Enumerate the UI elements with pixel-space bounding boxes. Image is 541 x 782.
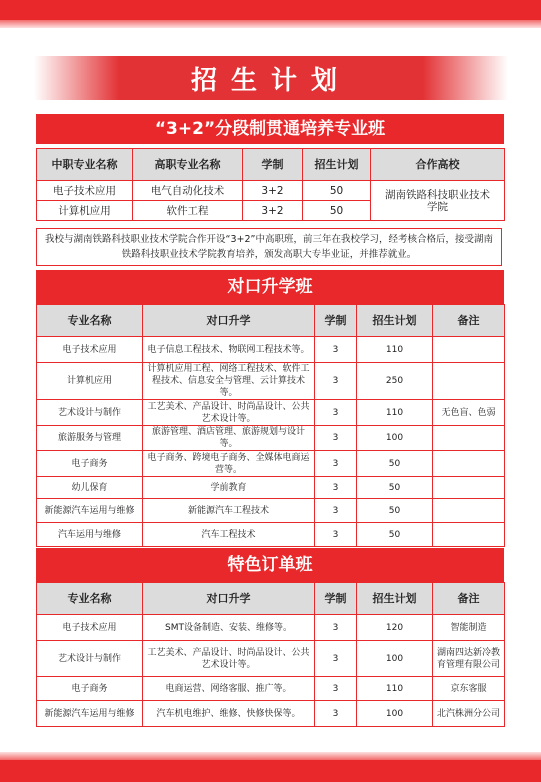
top-decor-gradient (0, 20, 541, 28)
page-title: 招生计划 (190, 65, 351, 96)
cell-major: 电子商务 (37, 451, 143, 477)
cell-years: 3 (315, 363, 357, 400)
cell-note (433, 363, 505, 400)
cell-plan: 250 (357, 363, 433, 400)
cell-note (433, 477, 505, 499)
cell-note: 无色盲、色弱 (433, 400, 505, 426)
cell-years: 3 (315, 615, 357, 641)
header-cell: 招生计划 (303, 149, 371, 181)
cell-partner: 湖南铁路科技职业技术学院 (371, 181, 505, 221)
cell-note (433, 337, 505, 363)
cell-major: 旅游服务与管理 (37, 426, 143, 451)
table-row (37, 181, 505, 201)
cell-note: 智能制造 (433, 615, 505, 641)
table-row (37, 641, 505, 677)
cell-note (433, 451, 505, 477)
table-row (37, 615, 505, 641)
header-cell: 学制 (315, 583, 357, 615)
cell-years: 3 (315, 677, 357, 701)
table-row (37, 337, 505, 363)
cell-plan: 50 (357, 523, 433, 547)
cell-years: 3 (315, 641, 357, 677)
page-title-banner (34, 56, 508, 100)
cell-target: 汽车机电维护、维修、快修快保等。 (143, 701, 315, 727)
header-cell: 对口升学 (143, 305, 315, 337)
cell-plan: 100 (357, 701, 433, 727)
cell-note (433, 426, 505, 451)
header-cell: 专业名称 (37, 583, 143, 615)
table-row (37, 677, 505, 701)
bottom-decor-band (0, 760, 541, 782)
top-decor-band (0, 0, 541, 20)
section-3plus2-description: 我校与湖南铁路科技职业技术学院合作开设“3+2”中高职班，前三年在我校学习，经考核合格后，接受湖南铁路科技职业技术学院教育培养，颁发高职大专毕业证，并推荐就业。 (36, 228, 502, 266)
cell-years: 3 (315, 701, 357, 727)
section-3plus2-table (36, 148, 505, 221)
cell-plan: 110 (357, 337, 433, 363)
cell-years: 3 (315, 426, 357, 451)
cell-target: 电子信息工程技术、物联网工程技术等。 (143, 337, 315, 363)
header-cell: 高职专业名称 (133, 149, 243, 181)
table-row (37, 426, 505, 451)
cell-target: 电子商务、跨境电子商务、全媒体电商运营等。 (143, 451, 315, 477)
cell-years: 3+2 (243, 181, 303, 201)
cell-plan: 110 (357, 400, 433, 426)
header-cell: 中职专业名称 (37, 149, 133, 181)
cell-target: 计算机应用工程、网络工程技术、软件工程技术、信息安全与管理、云计算技术等。 (143, 363, 315, 400)
table-row (37, 499, 505, 523)
cell-target: 工艺美术、产品设计、时尚品设计、公共艺术设计等。 (143, 641, 315, 677)
header-cell: 备注 (433, 305, 505, 337)
header-cell: 对口升学 (143, 583, 315, 615)
cell-plan: 50 (357, 499, 433, 523)
cell-target: 学前教育 (143, 477, 315, 499)
cell-plan: 100 (357, 641, 433, 677)
cell-years: 3 (315, 523, 357, 547)
section-duikou-table (36, 304, 505, 547)
table-row (37, 701, 505, 727)
header-cell: 备注 (433, 583, 505, 615)
cell-plan: 50 (303, 201, 371, 221)
header-cell: 专业名称 (37, 305, 143, 337)
cell-note: 湖南四达新冷教育管理有限公司 (433, 641, 505, 677)
table-row (37, 400, 505, 426)
cell-major: 新能源汽车运用与维修 (37, 701, 143, 727)
cell-plan: 50 (303, 181, 371, 201)
cell-target: 新能源汽车工程技术 (143, 499, 315, 523)
cell-note (433, 523, 505, 547)
cell-major: 新能源汽车运用与维修 (37, 499, 143, 523)
table-row (37, 451, 505, 477)
cell-major: 幼儿保育 (37, 477, 143, 499)
header-cell: 学制 (315, 305, 357, 337)
table-row (37, 477, 505, 499)
cell-major: 计算机应用 (37, 201, 133, 221)
section-3plus2-title: “3+2”分段制贯通培养专业班 (36, 114, 504, 144)
cell-target: SMT设备制造、安装、维修等。 (143, 615, 315, 641)
cell-major: 汽车运用与维修 (37, 523, 143, 547)
cell-years: 3 (315, 451, 357, 477)
cell-years: 3 (315, 337, 357, 363)
cell-higher: 电气自动化技术 (133, 181, 243, 201)
cell-target: 旅游管理、酒店管理、旅游规划与设计等。 (143, 426, 315, 451)
bottom-decor-gradient (0, 752, 541, 760)
cell-plan: 110 (357, 677, 433, 701)
cell-major: 计算机应用 (37, 363, 143, 400)
table-row (37, 523, 505, 547)
header-cell: 招生计划 (357, 583, 433, 615)
section-duikou-title: 对口升学班 (36, 270, 504, 304)
section-dingdan-title: 特色订单班 (36, 548, 504, 582)
cell-major: 电子商务 (37, 677, 143, 701)
cell-major: 艺术设计与制作 (37, 400, 143, 426)
cell-plan: 120 (357, 615, 433, 641)
cell-years: 3 (315, 477, 357, 499)
cell-target: 汽车工程技术 (143, 523, 315, 547)
cell-higher: 软件工程 (133, 201, 243, 221)
table-row (37, 363, 505, 400)
section-dingdan-table (36, 582, 505, 727)
cell-years: 3 (315, 400, 357, 426)
cell-years: 3+2 (243, 201, 303, 221)
cell-major: 电子技术应用 (37, 615, 143, 641)
cell-years: 3 (315, 499, 357, 523)
header-cell: 学制 (243, 149, 303, 181)
cell-target: 电商运营、网络客服、推广等。 (143, 677, 315, 701)
cell-note: 北汽株洲分公司 (433, 701, 505, 727)
cell-major: 电子技术应用 (37, 337, 143, 363)
cell-plan: 50 (357, 477, 433, 499)
header-cell: 招生计划 (357, 305, 433, 337)
cell-target: 工艺美术、产品设计、时尚品设计、公共艺术设计等。 (143, 400, 315, 426)
cell-plan: 50 (357, 451, 433, 477)
cell-note: 京东客服 (433, 677, 505, 701)
cell-major: 电子技术应用 (37, 181, 133, 201)
cell-major: 艺术设计与制作 (37, 641, 143, 677)
cell-plan: 100 (357, 426, 433, 451)
cell-note (433, 499, 505, 523)
header-cell: 合作高校 (371, 149, 505, 181)
